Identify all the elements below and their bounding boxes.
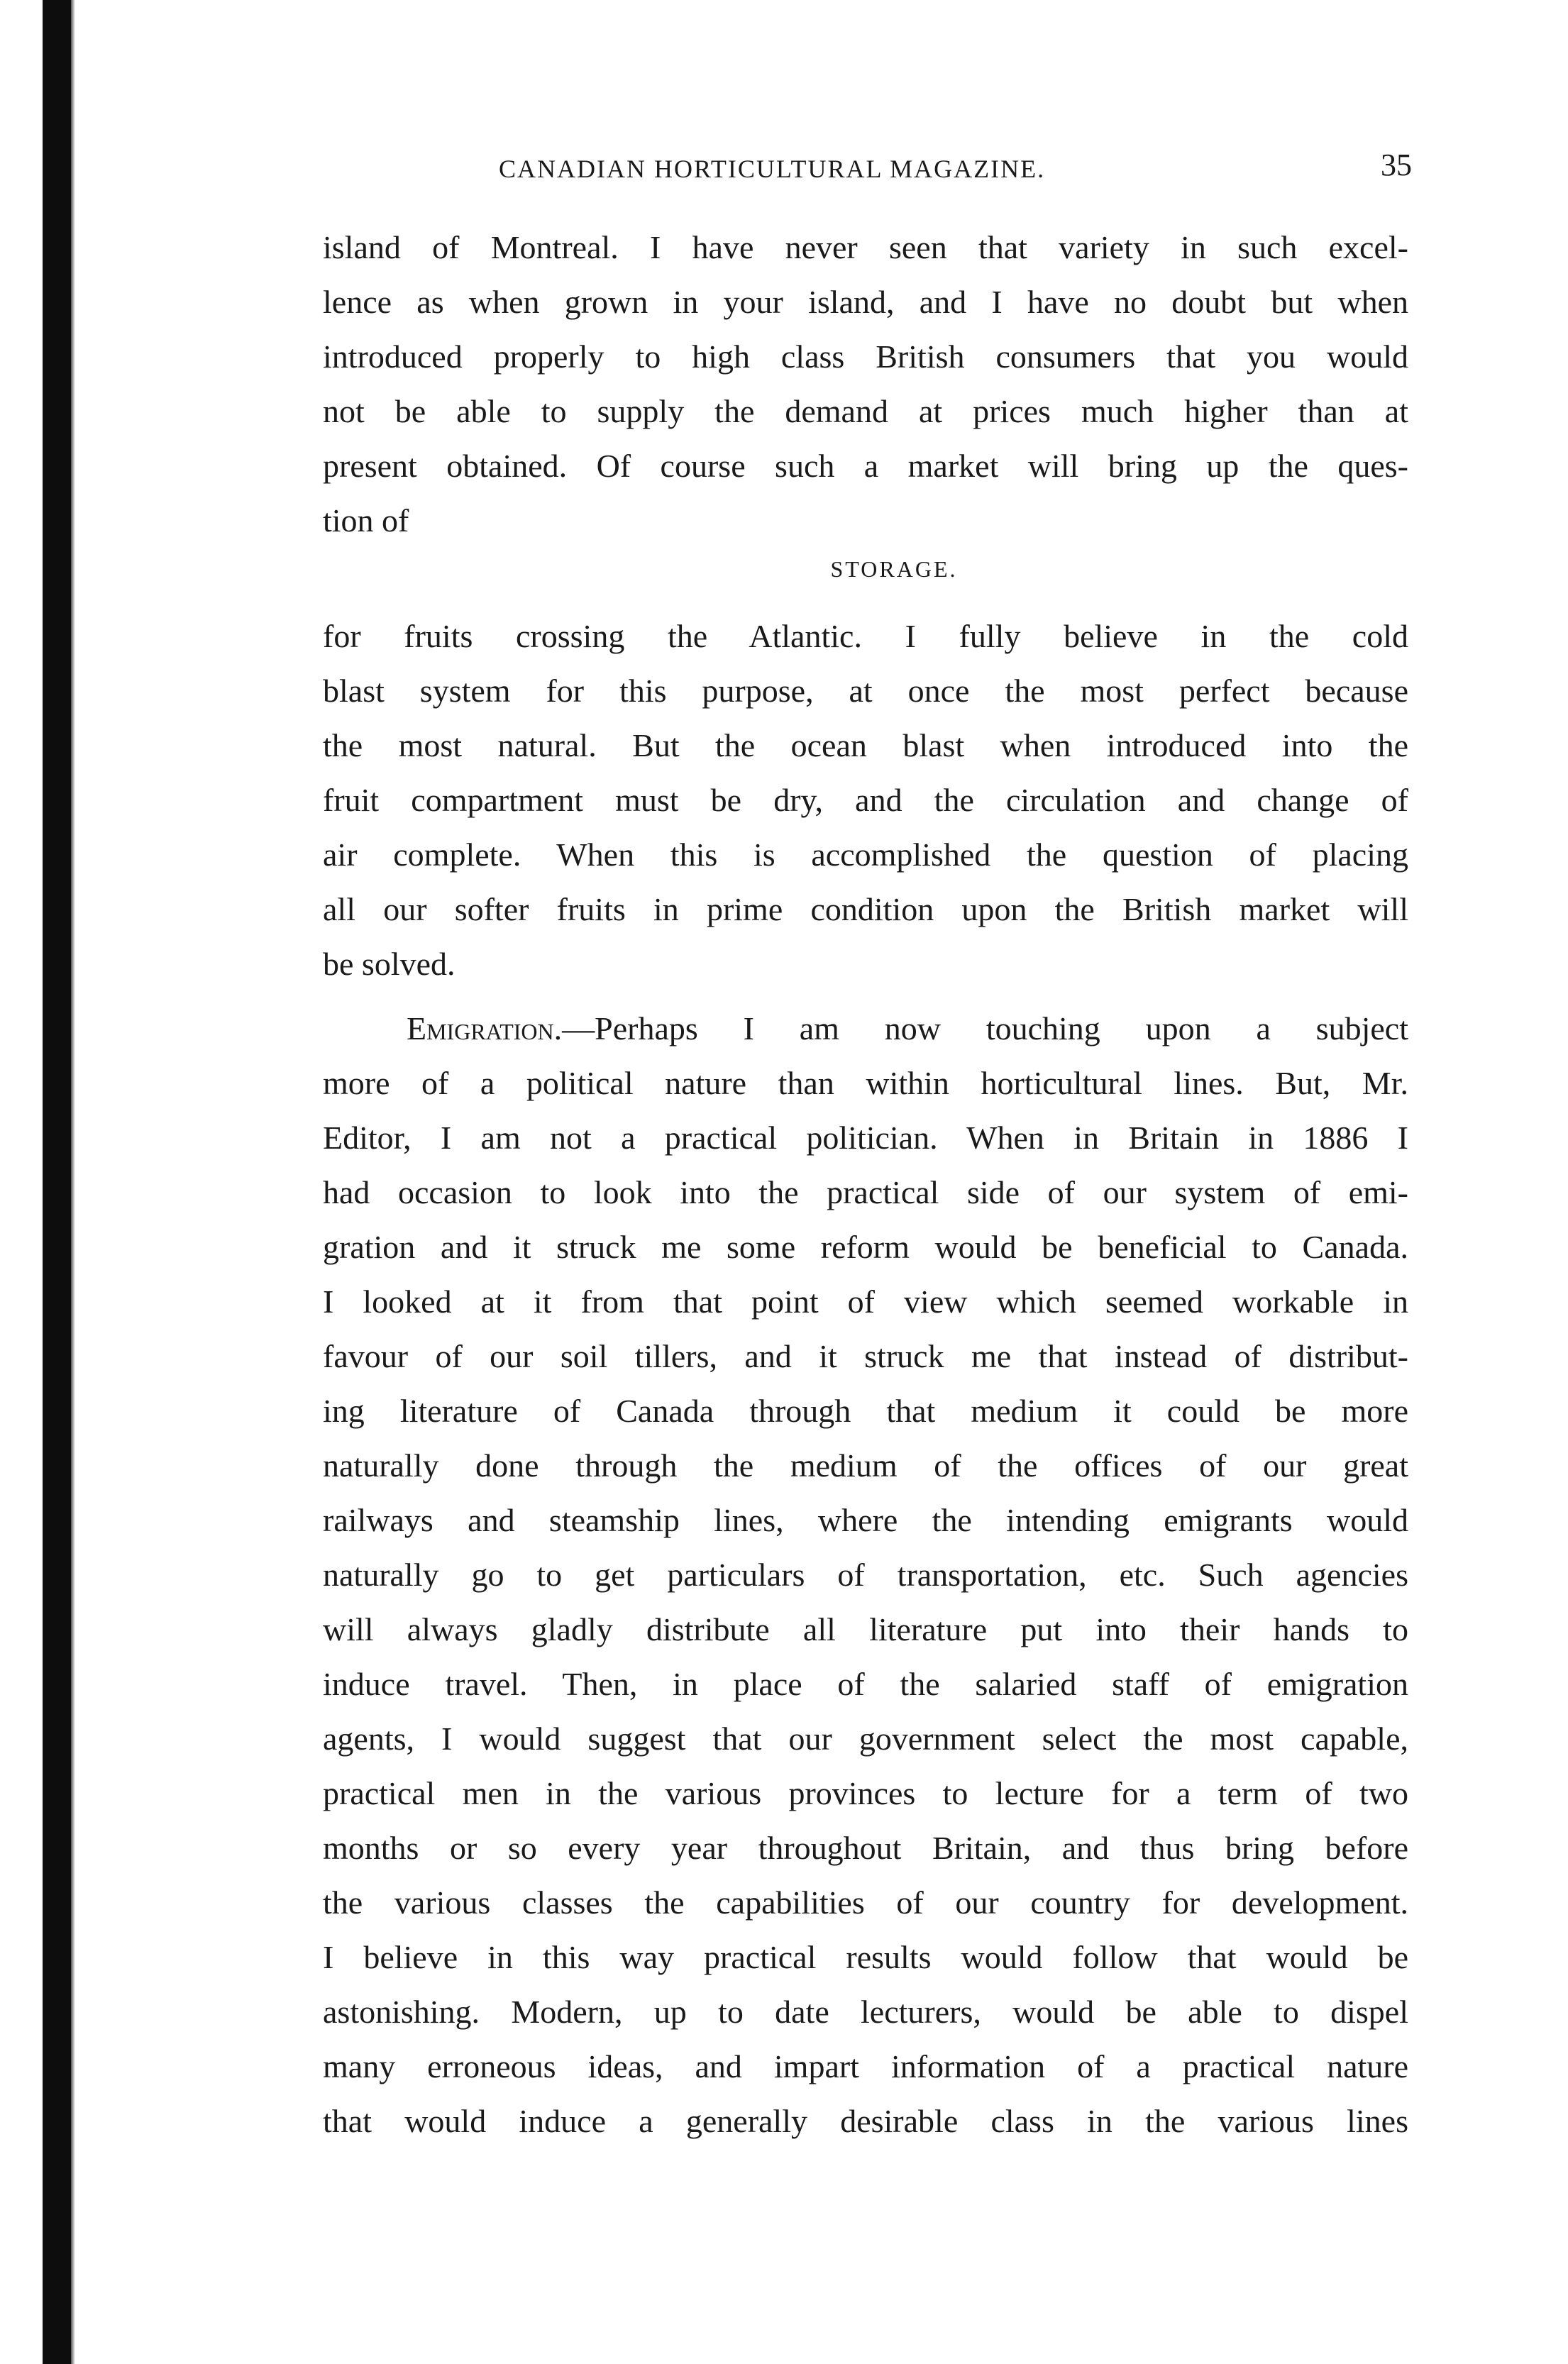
text-line: air complete. When this is accomplished the question of placing [323, 836, 1408, 873]
text-line: that would induce a generally desirable class in the various lines [323, 2103, 1408, 2139]
page-number: 35 [1381, 148, 1412, 182]
running-title: CANADIAN HORTICULTURAL MAGAZINE. [499, 155, 1046, 183]
text-line: Editor, I am not a practical politician. When in Britain in 1886 I [323, 1120, 1408, 1156]
page-binding-edge [43, 0, 71, 2364]
text-line: introduced properly to high class British consumers that you would [323, 338, 1408, 375]
text-line: lence as when grown in your island, and I have no doubt but when [323, 284, 1408, 320]
text-line: railways and steamship lines, where the intending emigrants would [323, 1502, 1408, 1538]
run-in-heading-emigration: Emigration. [407, 1010, 563, 1046]
text-line: naturally go to get particulars of transportation, etc. Such agencies [323, 1557, 1408, 1593]
text-line: will always gladly distribute all literature put into their hands to [323, 1611, 1408, 1647]
text-line: for fruits crossing the Atlantic. I fully believe in the cold [323, 618, 1408, 654]
text-line: gration and it struck me some reform would be beneficial to Canada. [323, 1229, 1408, 1265]
text-line: blast system for this purpose, at once the most perfect because [323, 673, 1408, 709]
text-line: had occasion to look into the practical side of our system of emi- [323, 1174, 1408, 1210]
text-line: months or so every year throughout Britain, and thus bring before [323, 1830, 1408, 1866]
text-line: the various classes the capabilities of our country for development. [323, 1884, 1408, 1921]
paragraph-3 [323, 1001, 1408, 2148]
text-line: island of Montreal. I have never seen that variety in such excel- [323, 229, 1408, 265]
paragraph-1 [323, 220, 1408, 548]
text-line: favour of our soil tillers, and it struck me that instead of distribut- [323, 1338, 1408, 1374]
paragraph-2 [323, 609, 1408, 991]
text-line: induce travel. Then, in place of the salaried staff of emigration [323, 1666, 1408, 1702]
text-line: the most natural. But the ocean blast when introduced into the [323, 727, 1408, 763]
text-line: practical men in the various provinces to lecture for a term of two [323, 1775, 1408, 1811]
text-line: be solved. [323, 946, 456, 982]
text-line-first [323, 1001, 1408, 1056]
text-line: present obtained. Of course such a market will bring up the ques- [323, 448, 1408, 484]
text-line: many erroneous ideas, and impart information of a practical nature [323, 2048, 1408, 2084]
text-line: I believe in this way practical results would follow that would be [323, 1939, 1408, 1975]
text-line: naturally done through the medium of the offices of our great [323, 1447, 1408, 1484]
first-line-text: —Perhaps I am now touching upon a subject [562, 1010, 1408, 1046]
text-line: ing literature of Canada through that medium it could be more [323, 1393, 1408, 1429]
text-line: I looked at it from that point of view which seemed workable in [323, 1283, 1408, 1320]
text-line: tion of [323, 502, 409, 538]
text-line: all our softer fruits in prime condition upon the British market will [323, 891, 1408, 927]
text-line: astonishing. Modern, up to date lecturers, would be able to dispel [323, 1994, 1408, 2030]
page-binding-shadow [71, 0, 75, 2364]
page-body [323, 220, 1408, 2148]
section-heading-storage: STORAGE. [830, 556, 958, 582]
text-line: agents, I would suggest that our government select the most capable, [323, 1720, 1408, 1757]
running-header [323, 145, 1426, 188]
text-line: fruit compartment must be dry, and the circulation and change of [323, 782, 1408, 818]
text-line: not be able to supply the demand at prices much higher than at [323, 393, 1408, 429]
text-line: more of a political nature than within horticultural lines. But, Mr. [323, 1065, 1408, 1101]
